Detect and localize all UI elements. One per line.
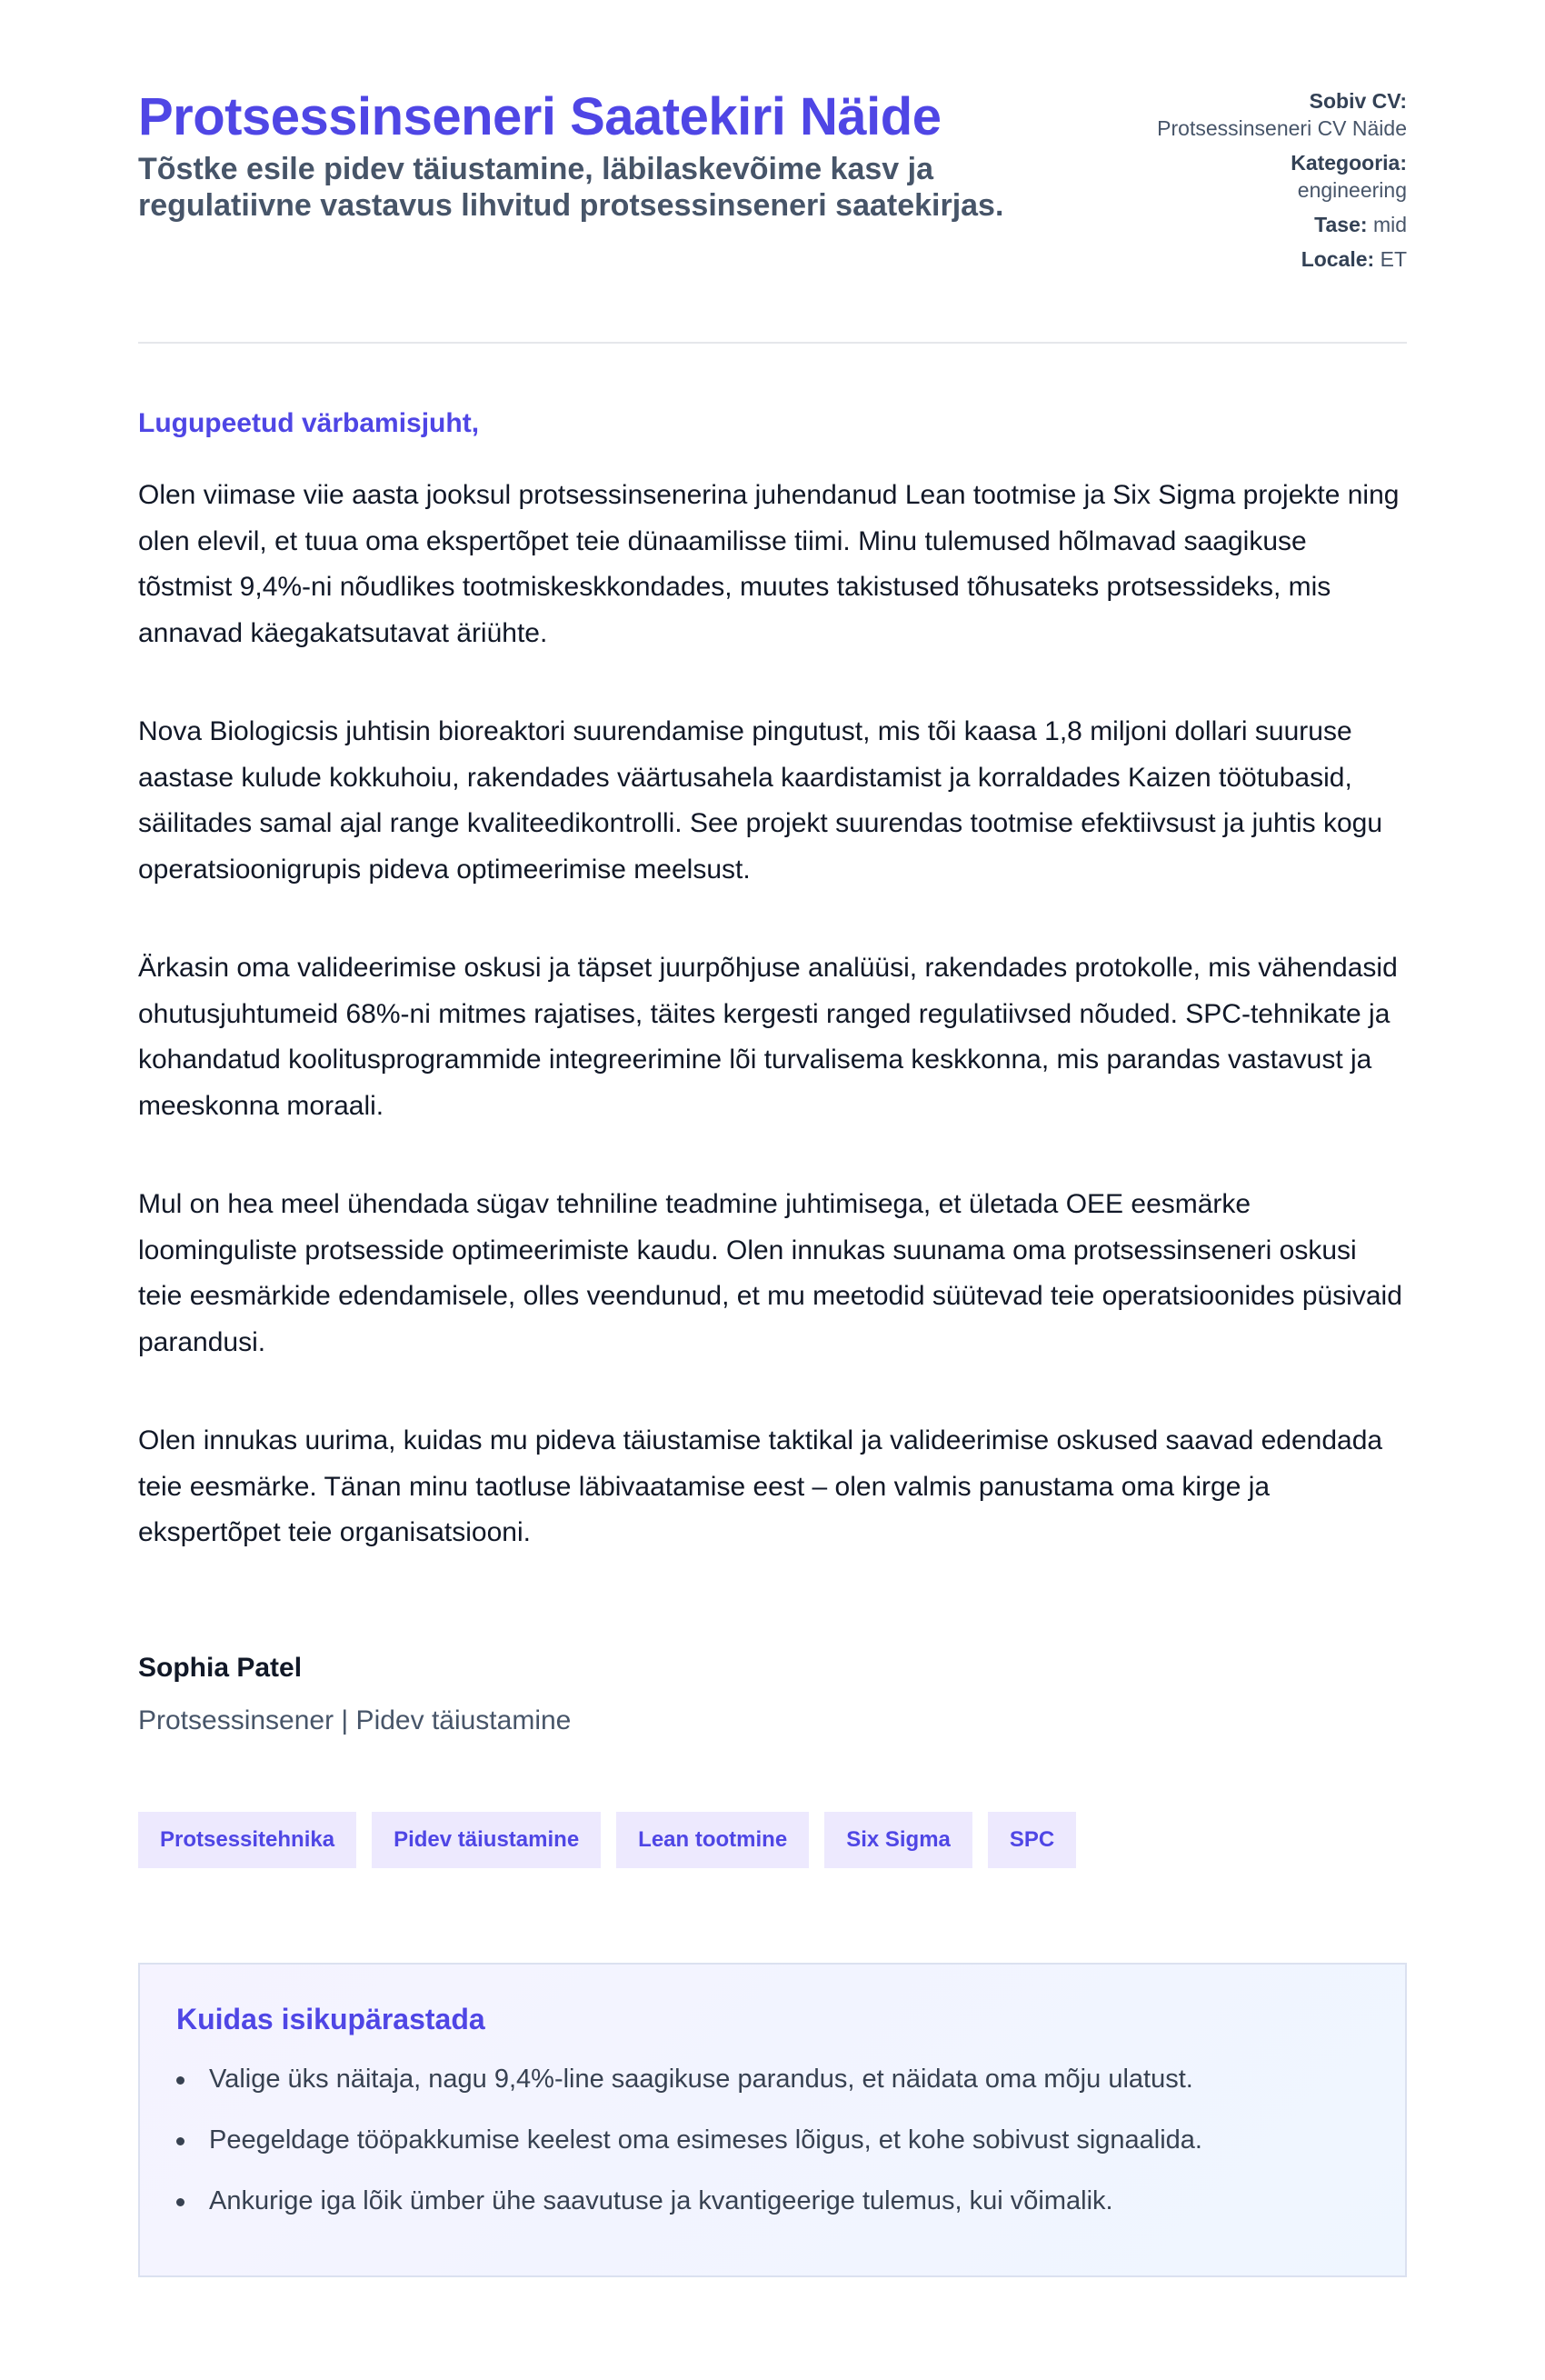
meta-panel	[1134, 87, 1407, 280]
page-header	[138, 0, 1407, 344]
tip-item	[176, 2122, 1369, 2158]
tip-text: Valige üks näitaja, nagu 9,4%-line saagikuse parandus, et näidata oma mõju ulatust.	[209, 2064, 1193, 2094]
meta-fits-cv-label: Sobiv CV:	[1309, 89, 1407, 113]
meta-category-label: Kategooria:	[1291, 151, 1407, 175]
tip-text: Peegeldage tööpakkumise keelest oma esimeses lõigus, et kohe sobivust signaalida.	[209, 2125, 1202, 2155]
tag-list	[138, 1812, 1407, 1868]
signature-role: Protsessinsener | Pidev täiustamine	[138, 1705, 572, 1735]
letter-paragraph-5: Olen innukas uurima, kuidas mu pideva täiustamise taktikal ja valideerimise oskused saavad edendada teie eesmärke. Tänan minu taotluse läbivaatamise eest – olen valmis panustama oma kirge ja ekspertõpet teie organisatsiooni.	[138, 1425, 1383, 1547]
bullet-icon	[176, 2137, 184, 2145]
letter-paragraph-4: Mul on hea meel ühendada sügav tehniline teadmine juhtimisega, et ületada OEE eesmärke loominguliste protsesside optimeerimiste kaudu. Olen innukas suunama oma protsessinseneri oskusi teie eesmärkide edendamisele, olles veendunud, et mu meetodid süütevad teie operatsioonides püsivaid parandusi.	[138, 1189, 1402, 1357]
tag-item[interactable]: Lean tootmine	[616, 1812, 809, 1868]
meta-level-label: Tase:	[1314, 213, 1368, 236]
meta-level	[1134, 211, 1407, 238]
bullet-icon	[176, 2198, 184, 2206]
tip-item	[176, 2183, 1369, 2219]
page-subtitle: Tõstke esile pidev täiustamine, läbilaskevõime kasv ja regulatiivne vastavus lihvitud protsessinseneri saatekirjas.	[138, 152, 1004, 223]
meta-category	[1134, 149, 1407, 204]
tag-item[interactable]: Pidev täiustamine	[372, 1812, 601, 1868]
meta-locale	[1134, 245, 1407, 273]
letter-greeting: Lugupeetud värbamisjuht,	[138, 408, 480, 438]
meta-fits-cv-value[interactable]: Protsessinseneri CV Näide	[1157, 116, 1407, 140]
tag-item[interactable]: SPC	[988, 1812, 1076, 1868]
tip-item	[176, 2061, 1369, 2097]
tip-text: Ankurige iga lõik ümber ühe saavutuse ja kvantigeerige tulemus, kui võimalik.	[209, 2185, 1113, 2215]
tag-item[interactable]: Protsessitehnika	[138, 1812, 356, 1868]
page-title: Protsessinseneri Saatekiri Näide	[138, 87, 942, 146]
bullet-icon	[176, 2076, 184, 2085]
personalize-tips-box	[138, 1963, 1407, 2277]
meta-category-value: engineering	[1297, 178, 1407, 202]
letter-paragraph-1: Olen viimase viie aasta jooksul protsessinsenerina juhendanud Lean tootmise ja Six Sigma projekte ning olen elevil, et tuua oma ekspertõpet teie dünaamilisse tiimi. Minu tulemused hõlmavad saagikuse tõstmist 9,4%-ni nõudlikes tootmiskeskkondades, muutes takistused tõhusateks protsessideks, mis annavad käegakatsutavat äriühte.	[138, 480, 1400, 648]
meta-locale-label: Locale:	[1301, 247, 1375, 271]
tips-list	[176, 2061, 1369, 2219]
meta-locale-value: ET	[1380, 247, 1407, 271]
letter-paragraph-2: Nova Biologicsis juhtisin bioreaktori suurendamise pingutust, mis tõi kaasa 1,8 miljoni dollari suuruse aastase kulude kokkuhoiu, rakendades väärtusahela kaardistamist ja korraldades Kaizen töötubasid, säilitades samal ajal range kvaliteedikontrolli. See projekt suurendas tootmise efektiivsust ja juhtis kogu operatsioonigrupis pideva optimeerimise meelsust.	[138, 716, 1383, 885]
signature-name: Sophia Patel	[138, 1652, 303, 1683]
meta-level-value: mid	[1372, 213, 1407, 236]
letter-paragraph-3: Ärkasin oma valideerimise oskusi ja täpset juurpõhjuse analüüsi, rakendades protokolle, mis vähendasid ohutusjuhtumeid 68%-ni mitmes rajatises, täites kergesti ranged regulatiivsed nõuded. SPC-tehnikate ja kohandatud koolitusprogrammide integreerimine lõi turvalisema keskkonna, mis parandas vastavust ja meeskonna moraali.	[138, 953, 1398, 1121]
tag-item[interactable]: Six Sigma	[824, 1812, 972, 1868]
meta-fits-cv	[1134, 87, 1407, 142]
tips-title: Kuidas isikupärastada	[176, 2002, 485, 2035]
